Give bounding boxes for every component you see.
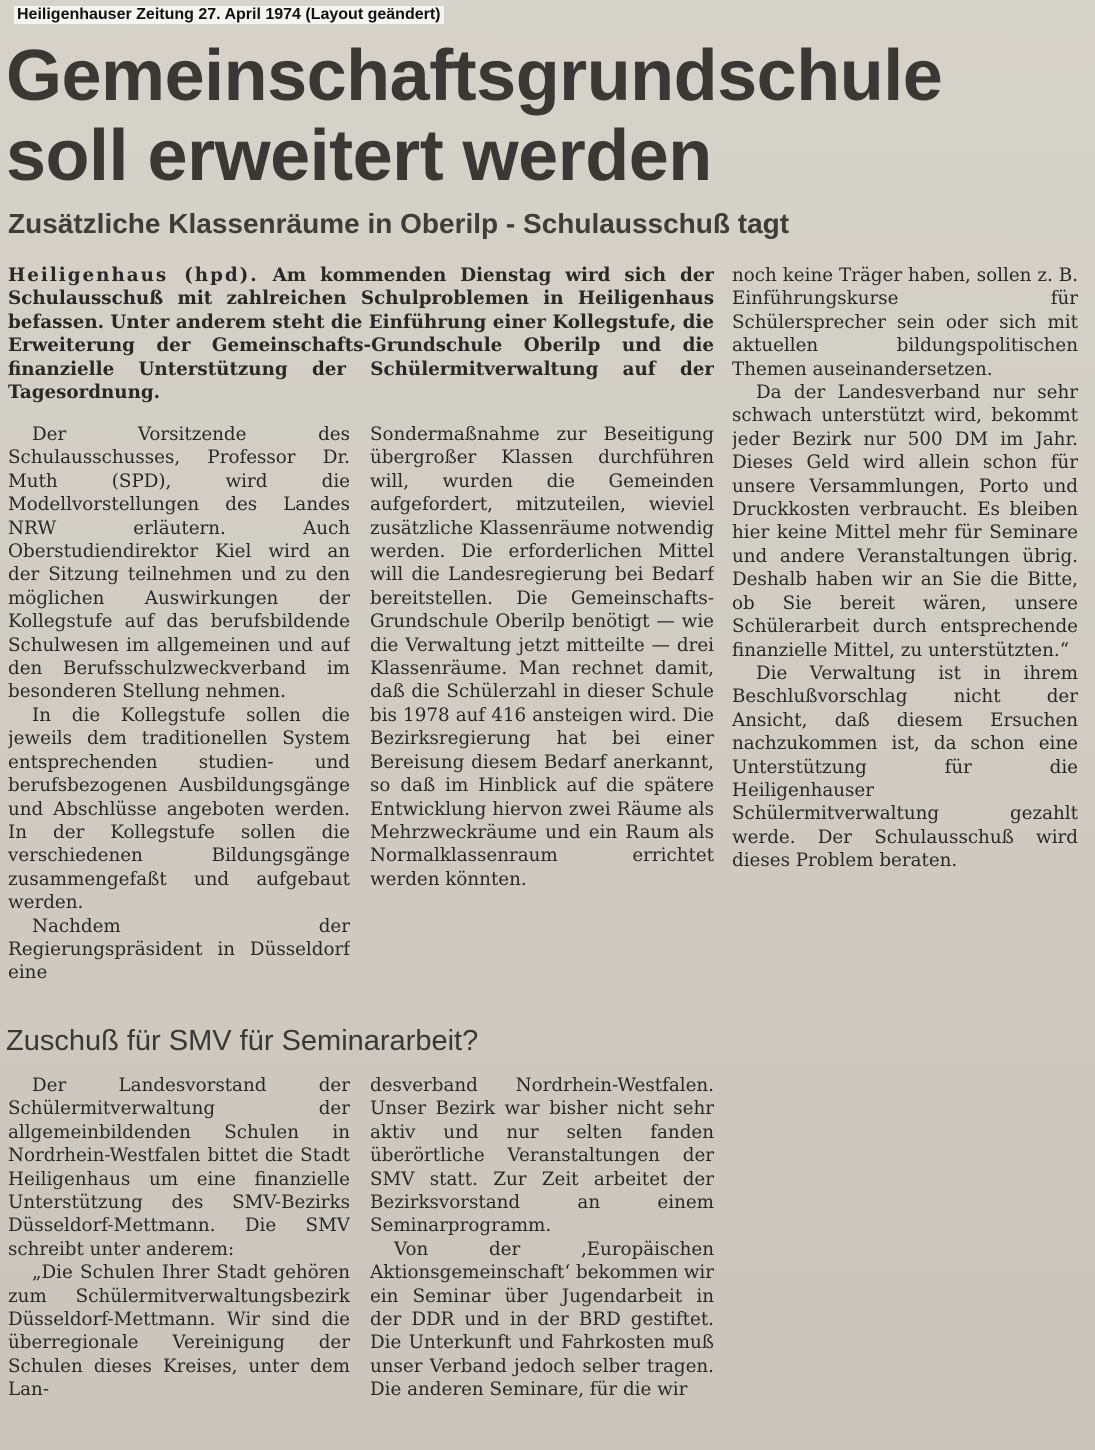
article-lead: [8, 264, 714, 414]
paragraph: Die Verwaltung ist in ihrem Beschlußvorschlag nicht der Ansicht, daß diesem Ersuchen nachzukommen ist, da schon eine Unterstützung für die Heiligenhauser Schülermitverwaltung gezahlt werde. Der Schulausschuß wird dieses Problem beraten.: [732, 662, 1078, 872]
second-headline: Zuschuß für SMV für Seminararbeit?: [6, 1025, 479, 1057]
article2-column-2: [370, 1074, 714, 1426]
article1-column-1: [8, 423, 350, 1011]
paragraph: desverband Nordrhein-Westfalen. Unser Bezirk war bisher nicht sehr aktiv und nur selten fanden überörtliche Veranstaltungen der SMV statt. Zur Zeit arbeitet der Bezirksvorstand an einem Seminarprogramm.: [370, 1075, 714, 1237]
headline-line-2: soll erweitert werden: [6, 116, 712, 196]
lead-text: Am kommenden Dienstag wird sich der Schulausschuß mit zahlreichen Schulproblemen in Heiligenhaus befassen. Unter anderem steht die Einführung einer Kollegstufe, die Erweiterung der Gemeinschafts-Grundschule Oberilp und die finanzielle Unterstützung der Schülermitverwaltung auf der Tagesordnung.: [8, 265, 714, 404]
paragraph: Von der ‚Europäischen Aktionsgemeinschaft‘ bekommen wir ein Seminar über Jugendarbeit in der DDR und in der BRD gestiftet. Die Unterkunft und Fahrkosten muß unser Verband jedoch selber tragen. Die anderen Seminare, für die wir: [370, 1238, 714, 1401]
paragraph: Der Vorsitzende des Schulausschusses, Professor Dr. Muth (SPD), wird die Modellvorstellungen des Landes NRW erläutern. Auch Oberstudiendirektor Kiel wird an der Sitzung teilnehmen und zu den möglichen Auswirkungen der Kollegstufe auf das berufsbildende Schulwesen im allgemeinen und auf den Berufsschulzweckverband im besonderen Stellung nehmen.: [8, 424, 350, 703]
paragraph: Nachdem der Regierungspräsident in Düsseldorf eine: [8, 915, 350, 984]
article1-column-3: [732, 264, 1078, 974]
paragraph: Da der Landesverband nur sehr schwach unterstützt wird, bekommt jeder Bezirk nur 500 DM im Jahr. Dieses Geld wird allein schon für unsere Versammlungen, Porto und Druckkosten verbraucht. Es bleiben hier keine Mittel mehr für Seminare und andere Veranstaltungen übrig. Deshalb haben wir an Sie die Bitte, ob Sie bereit wären, unsere Schülerarbeit durch entsprechende finanzielle Mittel, zu unterstützten.“: [732, 382, 1078, 661]
dateline: Heiligenhaus (hpd).: [8, 265, 259, 286]
article1-column-2: [370, 423, 714, 1011]
article2-column-1: [8, 1074, 350, 1426]
paragraph: Der Landesvorstand der Schülermitverwaltung der allgemeinbildenden Schulen in Nordrhein-Westfalen bittet die Stadt Heiligenhaus um eine finanzielle Unterstützung des SMV-Bezirks Düsseldorf-Mettmann. Die SMV schreibt unter anderem:: [8, 1075, 350, 1260]
lead-paragraph: [8, 264, 714, 404]
headline: [6, 36, 942, 196]
subheadline: Zusätzliche Klassenräume in Oberilp - Schulausschuß tagt: [8, 208, 790, 239]
source-caption: Heiligenhauser Zeitung 27. April 1974 (Layout geändert): [14, 6, 444, 24]
paragraph: In die Kollegstufe sollen die jeweils dem traditionellen System entsprechenden studien- und berufsbezogenen Ausbildungsgänge und Abschlüsse angeboten werden. In der Kollegstufe sollen die verschiedenen Bildungsgänge zusammengefaßt und aufgebaut werden.: [8, 704, 350, 914]
paragraph: Sondermaßnahme zur Beseitigung übergroßer Klassen durchführen will, wurden die Gemeinden aufgefordert, mitzuteilen, wieviel zusätzliche Klassenräume notwendig werden. Die erforderlichen Mittel will die Landesregierung bei Bedarf bereitstellen. Die Gemeinschafts-Grundschule Oberilp benötigt — wie die Verwaltung jetzt mitteilte — drei Klassenräume. Man rechnet damit, daß die Schülerzahl in dieser Schule bis 1978 auf 416 ansteigen wird. Die Bezirksregierung hat bei einer Bereisung diesem Bedarf anerkannt, so daß im Hinblick auf die spätere Entwicklung hiervon zwei Räume als Mehrzweckräume und ein Raum als Normalklassenraum errichtet werden könnten.: [370, 424, 714, 890]
paragraph: „Die Schulen Ihrer Stadt gehören zum Schülermitverwaltungsbezirk Düsseldorf-Mettmann. Wir sind die überregionale Vereinigung der Schulen dieses Kreises, unter dem Lan-: [8, 1262, 350, 1401]
headline-line-1: Gemeinschaftsgrundschule: [6, 36, 943, 116]
paragraph: noch keine Träger haben, sollen z. B. Einführungskurse für Schülersprecher sein oder sich mit aktuellen bildungspolitischen Themen auseinandersetzen.: [732, 265, 1078, 380]
